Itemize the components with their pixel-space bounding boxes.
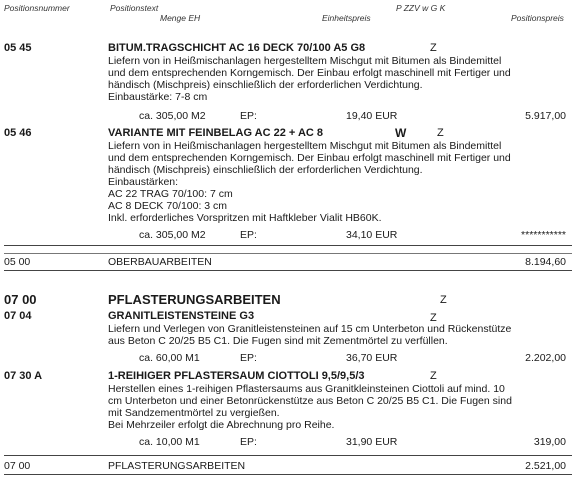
group-title: PFLASTERUNGSARBEITEN xyxy=(108,292,281,307)
item-title: GRANITLEISTENSTEINE G3 xyxy=(108,310,255,322)
subtotal-number: 07 00 xyxy=(4,460,31,472)
subtotal-total: 2.521,00 xyxy=(525,460,566,472)
header-qty-unit: Menge EH xyxy=(160,13,201,23)
divider xyxy=(4,245,572,246)
item-ep-label: EP: xyxy=(240,436,257,448)
item-desc-line: und dem entsprechenden Korngemisch. Der Einbau erfolgt maschinell mit Fertiger und xyxy=(108,152,511,164)
item-desc-line: und dem entsprechenden Korngemisch. Der Einbau erfolgt maschinell mit Fertiger und xyxy=(108,67,511,79)
item-title: VARIANTE MIT FEINBELAG AC 22 + AC 8 xyxy=(108,127,324,139)
item-ep-label: EP: xyxy=(240,352,257,364)
item-ep: 36,70 EUR xyxy=(346,352,398,364)
item-total: *********** xyxy=(521,229,566,241)
item-flag: Z xyxy=(437,127,444,139)
header-unit-price: Einheitspreis xyxy=(322,13,371,23)
divider xyxy=(4,455,572,456)
item-qty: ca. 305,00 M2 xyxy=(139,110,206,122)
item-qty: ca. 305,00 M2 xyxy=(139,229,206,241)
item-desc-line: Einbaustärke: 7-8 cm xyxy=(108,91,208,103)
item-ep-label: EP: xyxy=(240,229,257,241)
item-qty: ca. 10,00 M1 xyxy=(139,436,200,448)
item-flag: Z xyxy=(430,370,437,382)
header-total-price: Positionspreis xyxy=(511,13,564,23)
item-desc-line: Liefern und Verlegen von Granitleistensteinen auf 15 cm Unterbeton und Rückenstütze xyxy=(108,323,512,335)
item-total: 2.202,00 xyxy=(525,352,566,364)
group-flag: Z xyxy=(440,294,447,306)
item-ep: 34,10 EUR xyxy=(346,229,398,241)
group-number: 07 00 xyxy=(4,292,37,307)
subtotal-number: 05 00 xyxy=(4,256,31,268)
item-desc-line: Einbaustärken: xyxy=(108,176,179,188)
item-title: 1-REIHIGER PFLASTERSAUM CIOTTOLI 9,5/9,5/3 xyxy=(108,370,365,382)
header-pos-text: Positionstext xyxy=(110,3,159,13)
item-flag: Z xyxy=(430,312,437,324)
item-qty: ca. 60,00 M1 xyxy=(139,352,200,364)
item-desc-line: Liefern von in Heißmischanlagen hergestelltem Mischgut mit Bitumen als Bindemittel xyxy=(108,140,502,152)
item-ep-label: EP: xyxy=(240,110,257,122)
item-desc-line: aus Beton C 20/25 B5 C1. Die Fugen sind mit Zementmörtel zu verfüllen. xyxy=(108,335,448,347)
item-desc-line: cm Unterbeton und einer Betonrückenstütze aus Beton C 20/25 B5 C1. Die Fugen sind xyxy=(108,395,512,407)
subtotal-total: 8.194,60 xyxy=(525,256,566,268)
item-desc-line: Herstellen eines 1-reihigen Pflastersaums aus Granitkleinsteinen Ciottoli auf mind. 10 xyxy=(108,383,505,395)
item-desc-line: mit Sandzementmörtel zu vergießen. xyxy=(108,407,280,419)
header-pos-number: Positionsnummer xyxy=(4,3,70,13)
item-desc-line: Inkl. erforderliches Vorspritzen mit Haftkleber Vialit HB60K. xyxy=(108,212,382,224)
item-number: 05 45 xyxy=(4,42,32,54)
item-flag-w: W xyxy=(395,126,407,140)
item-desc-line: Bei Mehrzeiler erfolgt die Abrechnung pro Reihe. xyxy=(108,419,335,431)
item-ep: 19,40 EUR xyxy=(346,110,398,122)
item-desc-line: AC 22 TRAG 70/100: 7 cm xyxy=(108,188,233,200)
subtotal-label: OBERBAUARBEITEN xyxy=(108,256,212,268)
item-number: 07 30 A xyxy=(4,370,43,382)
divider xyxy=(4,253,572,254)
divider xyxy=(4,270,572,271)
item-desc-line: händisch (Mischpreis) einschließlich der erforderlichen Verdichtung. xyxy=(108,79,423,91)
item-number: 07 04 xyxy=(4,310,32,322)
item-desc-line: händisch (Mischpreis) einschließlich der erforderlichen Verdichtung. xyxy=(108,164,423,176)
item-total: 319,00 xyxy=(533,436,566,448)
item-total: 5.917,00 xyxy=(525,110,566,122)
item-desc-line: Liefern von in Heißmischanlagen hergestelltem Mischgut mit Bitumen als Bindemittel xyxy=(108,55,502,67)
item-title: BITUM.TRAGSCHICHT AC 16 DECK 70/100 A5 G8 xyxy=(108,42,366,54)
item-ep: 31,90 EUR xyxy=(346,436,398,448)
item-number: 05 46 xyxy=(4,127,32,139)
subtotal-label: PFLASTERUNGSARBEITEN xyxy=(108,460,246,472)
item-flag: Z xyxy=(430,42,437,54)
header-codes: P ZZV w G K xyxy=(396,3,446,13)
item-desc-line: AC 8 DECK 70/100: 3 cm xyxy=(108,200,228,212)
divider xyxy=(4,474,572,475)
